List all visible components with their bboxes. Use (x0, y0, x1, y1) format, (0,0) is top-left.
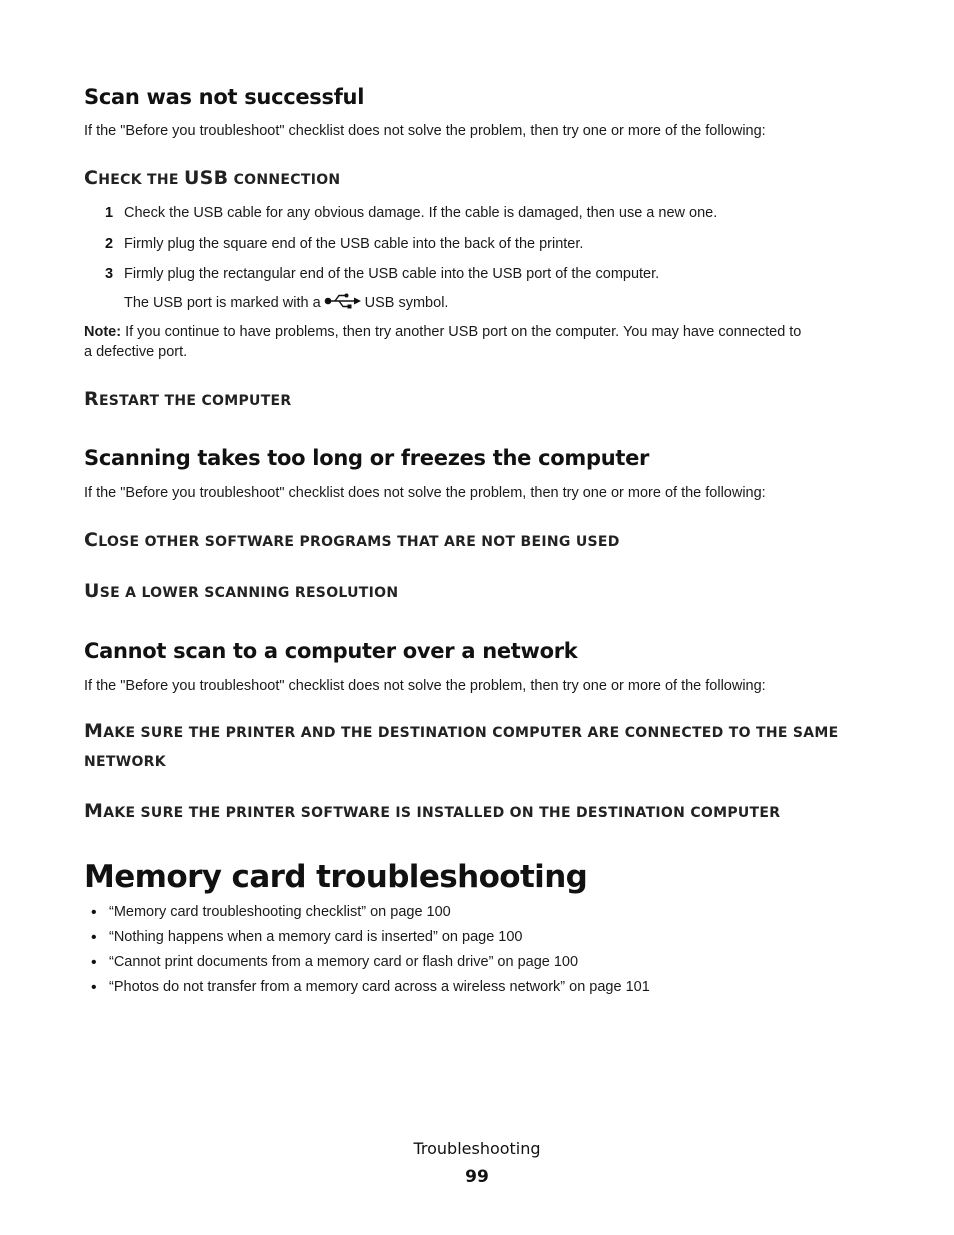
subheading-same-network-line2: NETWORK (84, 754, 166, 770)
note-text: If you continue to have problems, then try another USB port on the computer. You may have connected to (121, 324, 802, 340)
subheading-text: LOSE OTHER SOFTWARE PROGRAMS THAT ARE NOT BEING USED (98, 534, 620, 550)
subheading-initial: R (84, 388, 99, 410)
usb-port-text-end: USB symbol. (364, 294, 449, 311)
subheading-same-network (84, 720, 839, 742)
page-number: 99 (465, 1167, 489, 1187)
subheading-close-programs (84, 529, 620, 551)
subheading-initial: C (84, 529, 99, 551)
section-heading-scan-not-successful: Scan was not successful (84, 85, 365, 109)
subheading-text: ESTART THE COMPUTER (98, 393, 292, 409)
usb-port-line (124, 293, 448, 313)
note-line-2: a defective port. (84, 344, 188, 360)
section-intro: If the "Before you troubleshoot" checklist does not solve the problem, then try one or more of the following: (84, 485, 766, 501)
footer-chapter: Troubleshooting (413, 1139, 541, 1158)
subheading-text: AKE SURE THE PRINTER AND THE DESTINATION COMPUTER ARE CONNECTED TO THE SAME (103, 725, 839, 741)
usb-symbol-icon (324, 293, 362, 313)
bullet-link[interactable]: “Nothing happens when a memory card is inserted” on page 100 (109, 929, 523, 945)
bullet-link[interactable]: “Cannot print documents from a memory card or flash drive” on page 100 (109, 954, 579, 970)
step-text: Check the USB cable for any obvious damage. If the cable is damaged, then use a new one. (124, 205, 718, 221)
subheading-end: CONNECTION (228, 172, 341, 188)
subheading-text: AKE SURE THE PRINTER SOFTWARE IS INSTALLED ON THE DESTINATION COMPUTER (103, 805, 781, 821)
step-number: 1 (105, 205, 114, 221)
subheading-restart-computer (84, 388, 292, 410)
section-intro: If the "Before you troubleshoot" checklist does not solve the problem, then try one or more of the following: (84, 123, 766, 139)
subheading-check-usb (84, 167, 340, 189)
section-heading-cannot-scan-network: Cannot scan to a computer over a network (84, 639, 578, 663)
subheading-usb: USB (183, 167, 229, 189)
section-heading-scanning-too-long: Scanning takes too long or freezes the computer (84, 446, 650, 470)
chapter-heading-memory-card: Memory card troubleshooting (84, 859, 588, 895)
subheading-initial: M (84, 800, 104, 822)
step-text: Firmly plug the square end of the USB cable into the back of the printer. (124, 236, 584, 252)
usb-port-text: The USB port is marked with a (124, 294, 321, 311)
note-label: Note: (84, 324, 122, 340)
step-text: Firmly plug the rectangular end of the USB cable into the USB port of the computer. (124, 266, 660, 282)
bullet-link[interactable]: “Photos do not transfer from a memory card across a wireless network” on page 101 (109, 979, 650, 995)
bullet-link[interactable]: “Memory card troubleshooting checklist” on page 100 (109, 904, 451, 920)
subheading-text: SE A LOWER SCANNING RESOLUTION (99, 585, 399, 601)
bullet-dot: • (91, 979, 97, 996)
subheading-initial: C (84, 167, 99, 189)
subheading-software-installed (84, 800, 780, 822)
bullet-dot: • (91, 929, 97, 946)
step-number: 2 (105, 236, 114, 252)
subheading-text: HECK THE (98, 172, 184, 188)
bullet-dot: • (91, 954, 97, 971)
note-line (84, 324, 801, 340)
subheading-initial: U (84, 580, 100, 602)
subheading-lower-resolution (84, 580, 398, 602)
subheading-initial: M (84, 720, 104, 742)
section-intro: If the "Before you troubleshoot" checklist does not solve the problem, then try one or more of the following: (84, 678, 766, 694)
bullet-dot: • (91, 904, 97, 921)
step-number: 3 (105, 266, 114, 282)
